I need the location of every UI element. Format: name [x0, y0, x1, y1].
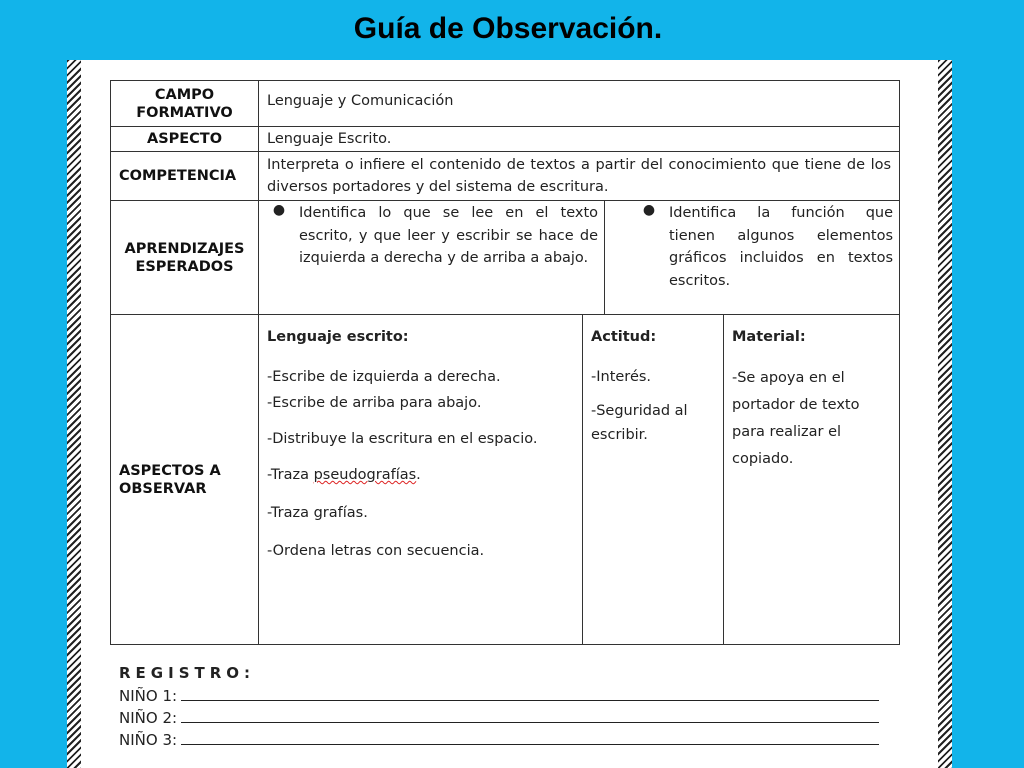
list-item: -Traza grafías. — [267, 505, 368, 521]
list-item-text: -Traza pseudografías. — [267, 467, 421, 483]
aprendizaje-text: Identifica la función que tienen algunos elementos gráficos incluidos en textos escritos. — [669, 205, 894, 289]
row-aspectos-observar — [111, 315, 900, 645]
list-item — [629, 202, 893, 292]
col-actitud — [583, 315, 724, 645]
registro-title-text: REGISTRO — [119, 664, 245, 682]
decorative-border-left — [67, 60, 81, 768]
col-material — [724, 315, 900, 645]
label-aspectos-observar: ASPECTOS A OBSERVAR — [111, 315, 259, 645]
slide-title: Guía de Observación. — [353, 12, 663, 45]
registro-blank — [181, 700, 879, 701]
label-campo-formativo: CAMPO FORMATIVO — [111, 81, 259, 127]
registro-label: NIÑO 2: — [119, 709, 178, 727]
registro-label: NIÑO 3: — [119, 731, 178, 749]
list-item: -Ordena letras con secuencia. — [267, 543, 485, 559]
registro-label: NIÑO 1: — [119, 687, 178, 705]
row-campo-formativo — [111, 81, 900, 127]
registro-blank — [181, 722, 879, 723]
registro-line-1 — [119, 683, 879, 705]
cell-aprendizaje-2 — [605, 201, 900, 315]
label-aprendizajes-esperados: APRENDIZAJES ESPERADOS — [111, 201, 259, 315]
row-aspecto — [111, 127, 900, 152]
observation-table — [110, 80, 900, 645]
material-heading: Material: — [732, 329, 806, 345]
actitud-heading: Actitud: — [591, 329, 657, 345]
lenguaje-heading: Lenguaje escrito: — [267, 329, 409, 345]
document-page — [67, 60, 952, 768]
list-item: -Interés. — [591, 369, 652, 385]
list-item: -Se apoya en el portador de texto para realizar el copiado. — [732, 370, 860, 467]
value-competencia: Interpreta o infiere el contenido de textos a partir del conocimiento que tiene de los diversos portadores y del sistema de escritura. — [259, 152, 900, 201]
label-competencia: COMPETENCIA — [111, 152, 259, 201]
cell-aprendizaje-1 — [259, 201, 605, 315]
registro-line-2 — [119, 705, 879, 727]
row-aprendizajes — [111, 201, 900, 315]
list-item — [267, 463, 574, 487]
row-competencia — [111, 152, 900, 201]
list-item: -Seguridad al escribir. — [591, 403, 688, 443]
registro-title: REGISTRO: — [119, 664, 256, 682]
registro-line-3 — [119, 727, 879, 749]
label-aspecto: ASPECTO — [111, 127, 259, 152]
spellcheck-word: pseudografías — [313, 467, 417, 483]
aprendizaje-text: Identifica lo que se lee en el texto escrito, y que leer y escribir se hace de izquierda a derecha y de arriba a abajo. — [299, 205, 598, 266]
list-item: -Distribuye la escritura en el espacio. — [267, 431, 538, 447]
bullet-icon: ● — [272, 202, 286, 218]
registro-blank — [181, 744, 879, 745]
value-campo-formativo: Lenguaje y Comunicación — [259, 81, 900, 127]
list-item: -Escribe de izquierda a derecha. — [267, 369, 501, 385]
list-item — [259, 202, 598, 270]
bullet-icon: ● — [642, 202, 656, 218]
list-item: -Escribe de arriba para abajo. — [267, 395, 482, 411]
decorative-border-right — [938, 60, 952, 768]
value-aspecto: Lenguaje Escrito. — [259, 127, 900, 152]
col-lenguaje-escrito — [259, 315, 583, 645]
registro-section — [119, 664, 879, 749]
